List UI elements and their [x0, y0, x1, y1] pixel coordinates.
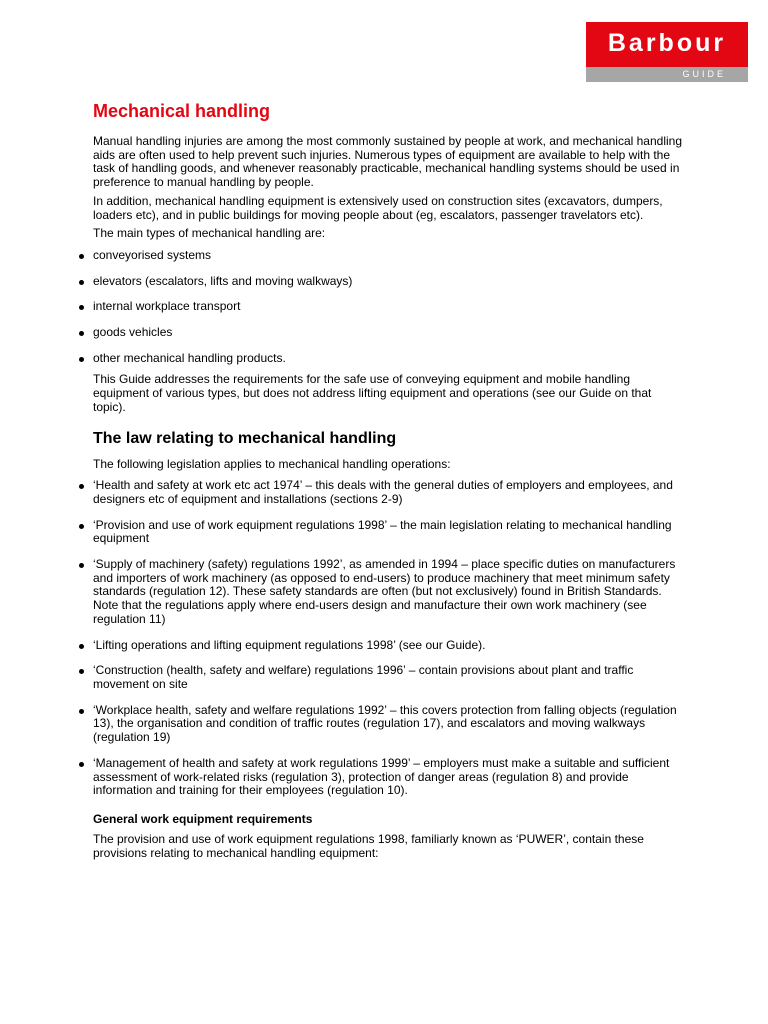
- law-heading: The law relating to mechanical handling: [93, 429, 397, 447]
- list-item-text: internal workplace transport: [93, 299, 241, 314]
- bullet-icon: [79, 762, 84, 767]
- bullet-icon: [79, 357, 84, 362]
- bullet-icon: [79, 644, 84, 649]
- list-item: [93, 352, 683, 366]
- list-item: [93, 275, 683, 289]
- list-item: [93, 704, 683, 745]
- general-requirements-text: The provision and use of work equipment regulations 1998, familiarly known as ‘PUWER’, contain these provisions relating to mechanical handling equipment:: [93, 831, 644, 860]
- list-item-text: elevators (escalators, lifts and moving walkways): [93, 273, 353, 288]
- bullet-icon: [79, 563, 84, 568]
- bullet-icon: [79, 709, 84, 714]
- document-body: [93, 100, 683, 865]
- logo-brand: Barbour: [586, 22, 748, 67]
- list-item-text: other mechanical handling products.: [93, 350, 286, 365]
- list-item: [93, 558, 683, 627]
- list-item-text: ‘Health and safety at work etc act 1974’ – this deals with the general duties of employers and employees, and designers etc of equipment and installations (sections 2-9): [93, 478, 673, 506]
- bullet-icon: [79, 669, 84, 674]
- list-item: [93, 757, 683, 798]
- list-item-text: ‘Provision and use of work equipment regulations 1998’ – the main legislation relating to mechanical handling equipment: [93, 517, 672, 546]
- bullet-icon: [79, 484, 84, 489]
- law-intro: The following legislation applies to mechanical handling operations:: [93, 456, 451, 471]
- page-title: Mechanical handling: [93, 101, 271, 121]
- list-item-text: ‘Management of health and safety at work regulations 1999’ – employers must make a suitable and sufficient assessment of work-related risks (regulation 3), protection of danger areas (regulation 8) and provide information and training for their employees (regulation 10).: [93, 755, 670, 798]
- list-item: [93, 519, 683, 546]
- guide-note-paragraph: This Guide addresses the requirements for the safe use of conveying equipment and mobile handling equipment of various types, but does not address lifting equipment and operations (see our Guide on that topic).: [93, 372, 652, 414]
- list-item: [93, 326, 683, 340]
- bullet-icon: [79, 305, 84, 310]
- list-item-text: ‘Construction (health, safety and welfare) regulations 1996’ – contain provisions about plant and traffic movement on site: [93, 663, 634, 691]
- bullet-icon: [79, 524, 84, 529]
- list-item-text: ‘Lifting operations and lifting equipment regulations 1998’ (see our Guide).: [93, 637, 486, 652]
- barbour-guide-logo: [586, 22, 748, 82]
- types-list: [93, 249, 683, 366]
- legislation-list: [93, 479, 683, 798]
- list-item: [93, 664, 683, 691]
- general-requirements-heading: General work equipment requirements: [93, 811, 313, 826]
- list-item-text: conveyorised systems: [93, 247, 212, 262]
- bullet-icon: [79, 331, 84, 336]
- list-item-text: ‘Workplace health, safety and welfare regulations 1992’ – this covers protection from falling objects (regulation 13), the organisation and condition of traffic routes (regulation 17), and escalators and moving walkways (regulation 19): [93, 702, 677, 745]
- bullet-icon: [79, 280, 84, 285]
- list-item: [93, 300, 683, 314]
- list-item: [93, 249, 683, 263]
- logo-sub: GUIDE: [586, 67, 748, 82]
- intro-paragraph-3: The main types of mechanical handling are:: [93, 226, 326, 241]
- intro-paragraph-2: In addition, mechanical handling equipment is extensively used on construction sites (excavators, dumpers, loaders etc), and in public buildings for moving people about (eg, escalators, passenger travelators etc).: [93, 193, 663, 222]
- list-item-text: goods vehicles: [93, 325, 173, 340]
- list-item: [93, 479, 683, 506]
- list-item-text: ‘Supply of machinery (safety) regulations 1992’, as amended in 1994 – place specific duties on manufacturers and importers of work machinery (as opposed to end-users) to produce machinery that meet minimum safety standards (regulation 12). These safety standards are often (but not exclusively) found in British Standards. Note that the regulations apply where end-users design and manufacture their own work machinery (see regulation 11): [93, 557, 676, 626]
- bullet-icon: [79, 254, 84, 259]
- list-item: [93, 639, 683, 653]
- intro-paragraph-1: Manual handling injuries are among the most commonly sustained by people at work, and mechanical handling aids are often used to help prevent such injuries. Numerous types of equipment are available to help with the task of handling goods, and whenever reasonably practicable, mechanical handling systems should be used in preference to manual handling by people.: [93, 134, 683, 190]
